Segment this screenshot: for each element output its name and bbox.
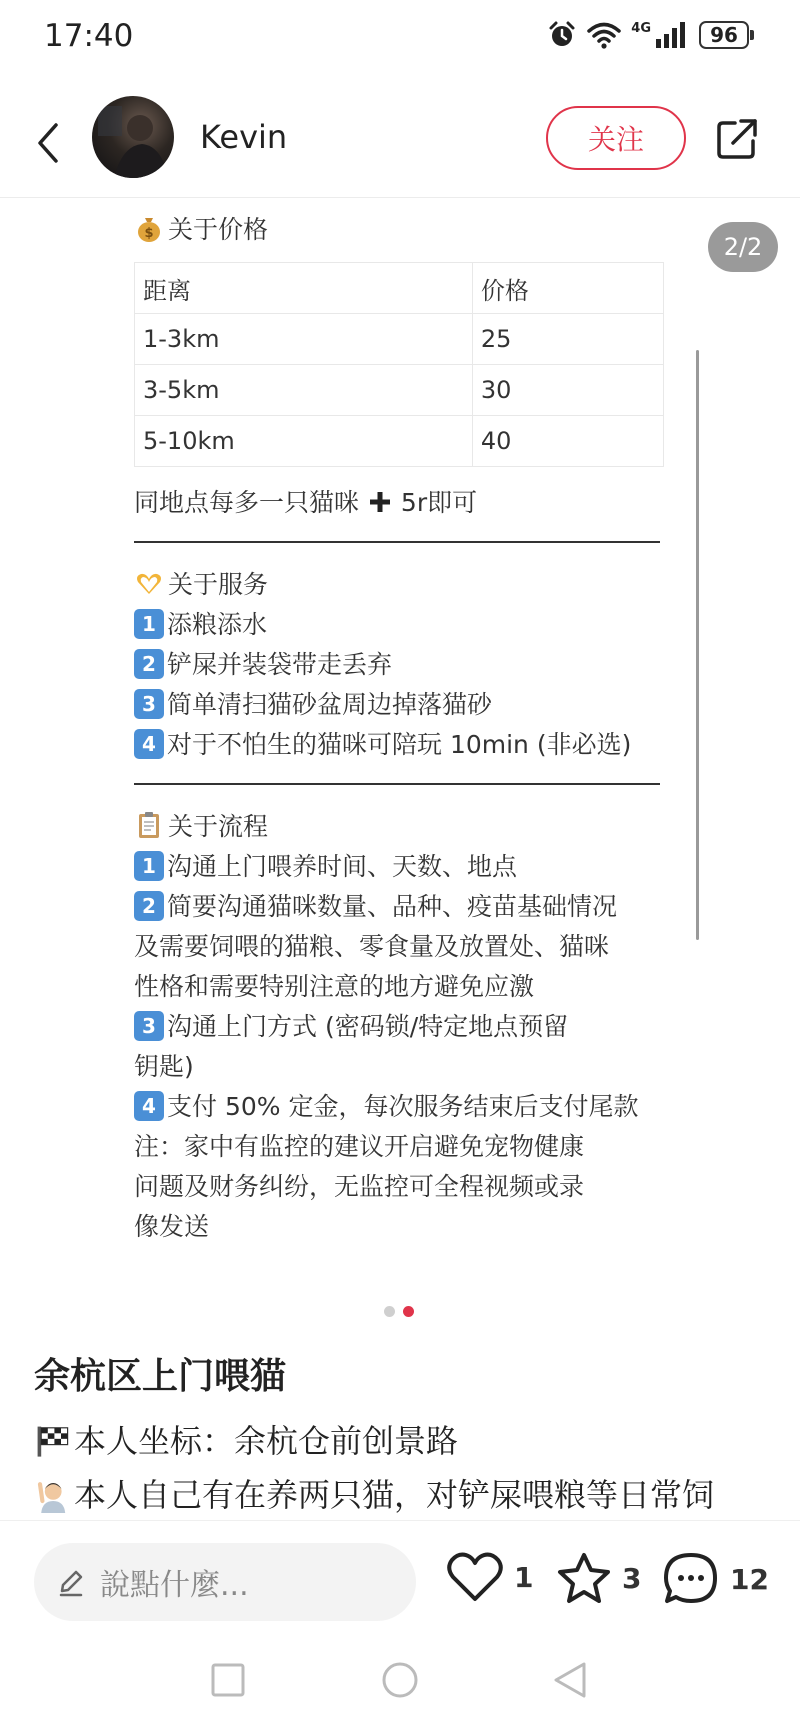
price-heading-text: 关于价格 [168,215,269,244]
comment-button[interactable] [662,1551,769,1607]
divider [134,783,660,785]
service-heading [134,565,674,605]
clipboard-icon [134,810,164,840]
list-item: 2 简要沟通猫咪数量、品种、疫苗基础情况 [134,887,674,927]
image-scrollbar [696,350,699,940]
list-item: 1 沟通上门喂养时间、天数、地点 [134,847,674,887]
post-title: 余杭区上门喂猫 [34,1356,287,1397]
table-cell: 30 [472,365,663,416]
table-cell: 40 [472,416,663,467]
battery-icon [699,21,754,49]
comment-count: 12 [730,1562,769,1596]
table-cell: 1-3km [135,314,473,365]
table-header-row [135,263,664,314]
list-item: 3 简单清扫猫砂盆周边掉落猫砂 [134,685,674,725]
list-item: 1 添粮添水 [134,605,674,645]
list-item-continued: 性格和需要特别注意的地方避免应激 [134,972,535,1001]
avatar[interactable] [92,96,174,178]
divider [134,541,660,543]
table-cell: 25 [472,314,663,365]
share-button[interactable] [712,114,762,164]
square-icon [210,1662,246,1698]
person-raising-hand-icon [34,1477,70,1513]
post-line: 本人自己有在养两只猫，对铲屎喂粮等日常饲 [34,1468,774,1522]
status-icons [547,20,754,50]
chevron-left-icon [34,121,62,165]
back-nav-button[interactable] [550,1660,590,1700]
list-item: 3 沟通上门方式 (密码锁/特定地点预留 [134,1007,674,1047]
header-divider [0,197,800,198]
money-bag-icon [134,213,164,243]
follow-button[interactable]: 关注 [546,106,686,170]
process-heading-text: 关于流程 [168,812,269,841]
note-text: 像发送 [134,1212,210,1241]
comment-input[interactable] [34,1543,416,1621]
comment-placeholder: 說點什麼... [100,1568,249,1603]
back-button[interactable] [28,118,68,168]
table-row [135,416,664,467]
keycap-4-icon: 4 [134,1091,164,1121]
service-heading-text: 关于服务 [168,570,269,599]
wifi-icon [587,21,621,49]
pencil-icon [56,1567,86,1597]
carousel-dot[interactable] [384,1306,395,1317]
keycap-2-icon: 2 [134,891,164,921]
list-item: 4 对于不怕生的猫咪可陪玩 10min (非必选) [134,725,674,765]
star-icon [556,1551,612,1605]
username[interactable]: Kevin [200,118,288,156]
page-indicator: 2/2 [708,222,778,272]
chequered-flag-icon [34,1423,70,1459]
keycap-1-icon: 1 [134,851,164,881]
status-bar [0,0,800,80]
keycap-3-icon: 3 [134,689,164,719]
heart-icon [446,1551,504,1603]
table-cell: 3-5km [135,365,473,416]
network-type: 4G [631,20,651,36]
recents-button[interactable] [208,1660,248,1700]
post-header [0,88,800,196]
keycap-1-icon: 1 [134,609,164,639]
favorite-button[interactable] [556,1551,641,1605]
system-nav-bar [0,1630,800,1733]
plus-icon [367,489,393,515]
post-body [34,1414,774,1522]
price-heading [134,210,674,250]
circle-icon [381,1661,419,1699]
table-row [135,314,664,365]
signal-icon [655,21,689,49]
table-header-distance: 距离 [135,263,473,314]
post-line: 本人坐标：余杭仓前创景路 [34,1414,774,1468]
extra-cat-note: 同地点每多一只猫咪 5r即可 [134,488,478,517]
keycap-3-icon: 3 [134,1011,164,1041]
note-text: 注：家中有监控的建议开启避免宠物健康 [134,1132,585,1161]
list-item: 4 支付 50% 定金，每次服务结束后支付尾款 [134,1087,674,1127]
triangle-back-icon [552,1661,588,1699]
keycap-4-icon: 4 [134,729,164,759]
battery-level: 96 [699,21,749,49]
home-button[interactable] [380,1660,420,1700]
like-count: 1 [514,1560,534,1594]
post-image[interactable] [0,200,800,1260]
status-time: 17:40 [44,18,134,54]
alarm-icon [547,20,577,50]
carousel-dot-active[interactable] [403,1306,414,1317]
note-text: 问题及财务纠纷，无监控可全程视频或录 [134,1172,585,1201]
process-heading [134,807,674,847]
note-content [134,210,674,1247]
list-item-continued: 钥匙) [134,1052,194,1081]
like-button[interactable] [446,1551,533,1603]
comment-bubble-icon [662,1551,720,1607]
price-table [134,262,664,467]
favorite-count: 3 [622,1561,642,1595]
table-row [135,365,664,416]
table-cell: 5-10km [135,416,473,467]
carousel-dots [384,1306,414,1317]
share-icon [715,117,759,161]
heart-hands-icon [134,568,164,598]
bottom-action-bar [0,1520,800,1624]
svg-text:$: $ [144,226,154,241]
list-item-continued: 及需要饲喂的猫粮、零食量及放置处、猫咪 [134,932,610,961]
table-header-price: 价格 [472,263,663,314]
keycap-2-icon: 2 [134,649,164,679]
list-item: 2 铲屎并装袋带走丢弃 [134,645,674,685]
